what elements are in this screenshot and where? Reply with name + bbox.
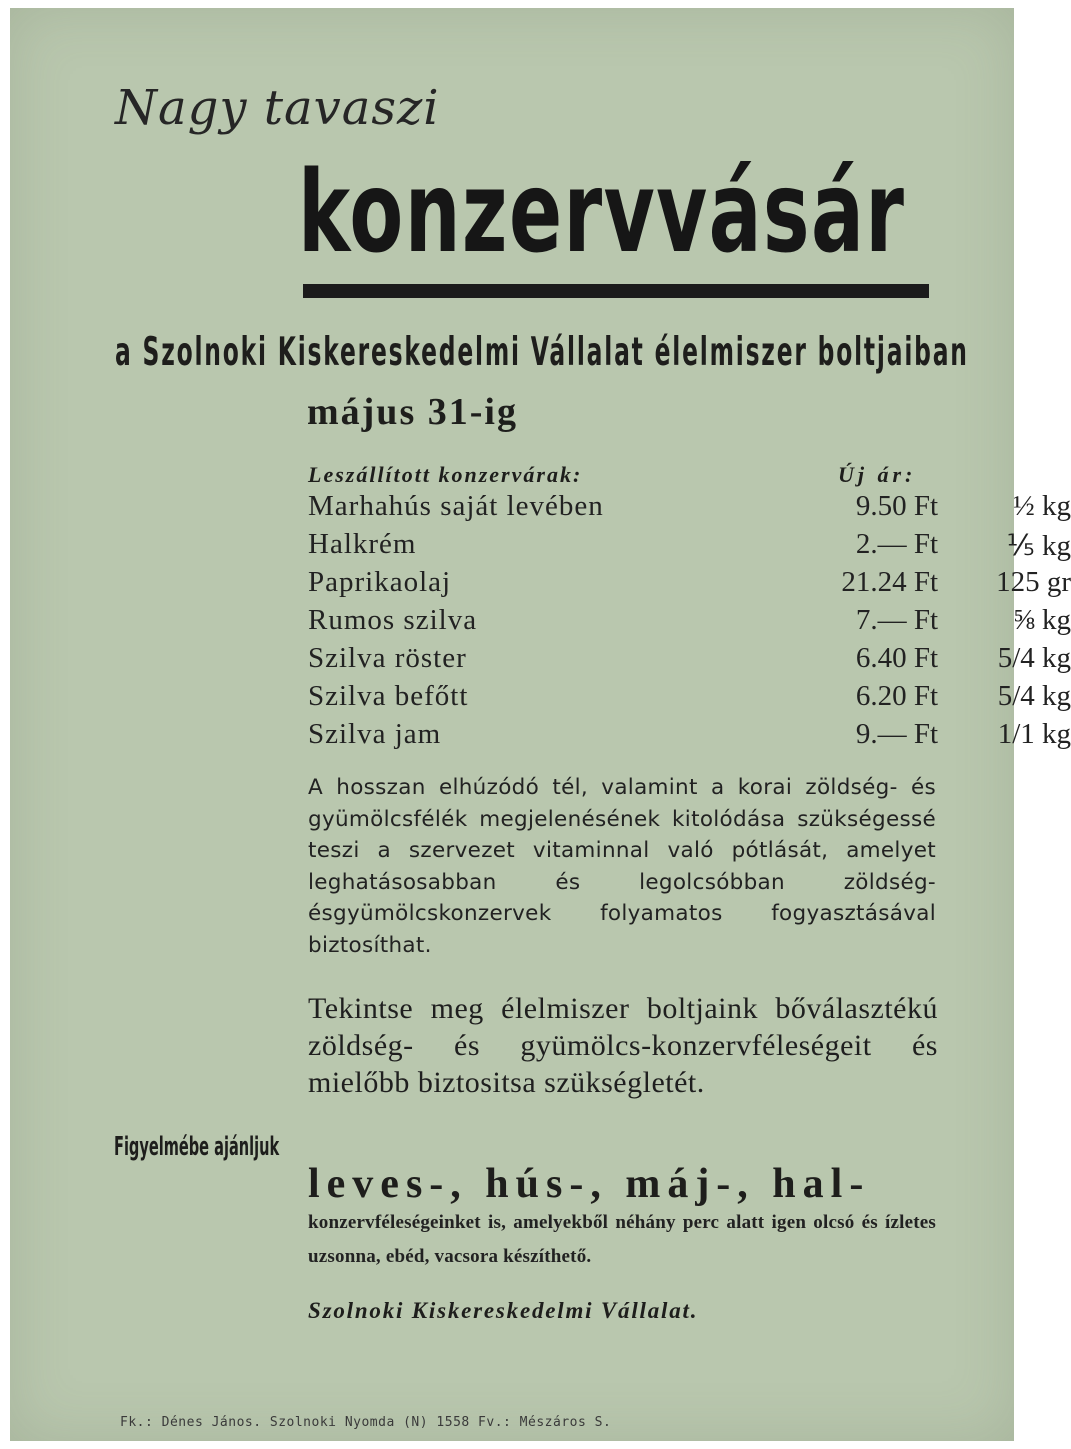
- price-row: [308, 718, 1071, 756]
- headline: konzervvásár: [298, 148, 906, 278]
- vitamin-paragraph: A hosszan elhúzódó tél, valamint a korai zöldség- és gyümölcsfélék megjelenésének kitolódása szükségessé teszi a szervezet vitaminnal való pótlását, amelyet leghatásosabban és legolcsóbban zöldség-ésgyümölcskonzervek folyamatos fogyasztásával biztosíthat.: [308, 775, 936, 958]
- item-name: Szilva befőtt: [308, 680, 469, 712]
- item-price: 9.50 Ft: [855, 490, 938, 522]
- item-price: 21.24 Ft: [841, 566, 938, 598]
- item-quantity: 125 gr: [996, 566, 1071, 598]
- item-quantity: 5/4 kg: [997, 680, 1071, 712]
- item-price: 6.20 Ft: [855, 680, 938, 712]
- headline-rule: [303, 284, 929, 298]
- item-quantity: ⅕ kg: [1006, 530, 1071, 562]
- item-price: 6.40 Ft: [855, 642, 938, 674]
- price-row: [308, 604, 1071, 642]
- price-list: [308, 490, 1071, 756]
- company-line: a Szolnoki Kiskereskedelmi Vállalat élelmiszer boltjaiban: [115, 330, 969, 375]
- item-quantity: ½ kg: [1013, 490, 1071, 522]
- products-line: leves-, hús-, máj-, hal-: [308, 1161, 871, 1207]
- item-quantity: 1/1 kg: [997, 718, 1071, 750]
- price-row: [308, 642, 1071, 680]
- new-price-title: Új ár:: [838, 462, 917, 487]
- item-name: Szilva jam: [308, 718, 442, 750]
- printer-imprint: Fk.: Dénes János. Szolnoki Nyomda (N) 1558 Fv.: Mészáros S.: [120, 1415, 612, 1430]
- item-name: Marhahús saját levében: [308, 490, 604, 522]
- item-name: Szilva röster: [308, 642, 467, 674]
- item-price: 9.— Ft: [855, 718, 938, 750]
- poster-sheet: [10, 8, 1071, 1441]
- item-name: Rumos szilva: [308, 604, 478, 636]
- products-paragraph: konzervféleségeinket is, amelyekből néhány perc alatt igen olcsó és ízletes uzsonna, ebéd, vacsora készíthető.: [308, 1212, 936, 1267]
- item-name: Paprikaolaj: [308, 566, 452, 598]
- signature: Szolnoki Kiskereskedelmi Vállalat.: [308, 1298, 699, 1323]
- item-price: 2.— Ft: [855, 528, 938, 560]
- item-quantity: ⅝ kg: [1013, 604, 1071, 636]
- price-row: [308, 490, 1071, 528]
- price-row: [308, 680, 1071, 718]
- item-name: Halkrém: [308, 528, 417, 560]
- item-price: 7.— Ft: [855, 604, 938, 636]
- price-list-title: Leszállított konzervárak:: [308, 462, 583, 487]
- kicker-text: Nagy tavaszi: [115, 80, 440, 136]
- invitation-paragraph: Tekintse meg élelmiszer boltjaink bőválasztékú zöldség- és gyümölcs-konzervféleségeit és mielőbb biztositsa szükségletét.: [308, 992, 938, 1099]
- date-text: május 31-ig: [307, 391, 518, 433]
- price-row: [308, 528, 1071, 566]
- item-quantity: 5/4 kg: [997, 642, 1071, 674]
- attention-label: Figyelmébe ajánljuk: [114, 1132, 280, 1162]
- price-row: [308, 566, 1071, 604]
